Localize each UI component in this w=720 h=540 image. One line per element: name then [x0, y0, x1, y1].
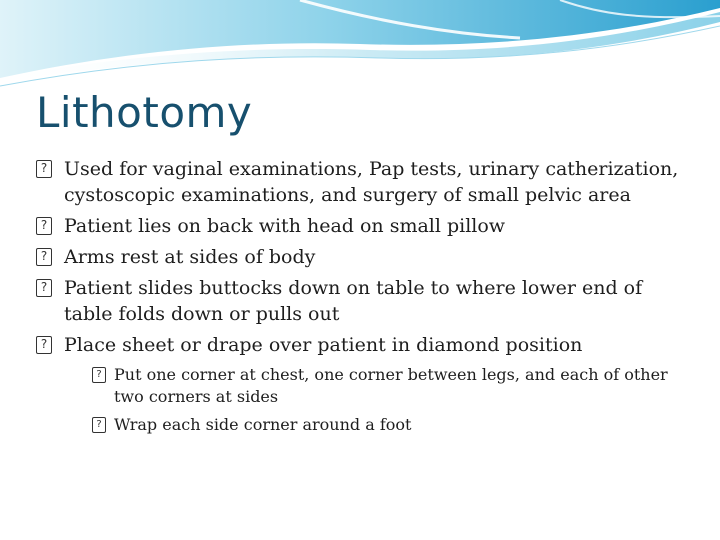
bullet-text: Patient lies on back with head on small pillow — [64, 215, 506, 237]
sub-bullet-item — [92, 364, 696, 408]
slide-title: Lithotomy — [36, 88, 253, 137]
missing-glyph-bullet-icon: ? — [36, 336, 52, 354]
sub-bullet-text: Wrap each side corner around a foot — [114, 415, 412, 434]
bullet-list — [36, 156, 696, 442]
header-wave-decoration — [0, 0, 720, 90]
missing-glyph-bullet-icon: ? — [36, 279, 52, 297]
bullet-text: Place sheet or drape over patient in diamond position — [64, 334, 583, 356]
sub-bullet-text: Put one corner at chest, one corner between legs, and each of other two corners at sides — [114, 365, 668, 406]
bullet-item — [36, 332, 696, 358]
missing-glyph-bullet-icon: ? — [36, 160, 52, 178]
bullet-item — [36, 156, 696, 208]
missing-glyph-bullet-icon: ? — [36, 217, 52, 235]
bullet-text: Used for vaginal examinations, Pap tests, urinary catherization, cystoscopic examinations, and surgery of small pelvic area — [64, 158, 679, 206]
bullet-text: Arms rest at sides of body — [64, 246, 316, 268]
bullet-item — [36, 275, 696, 327]
bullet-text: Patient slides buttocks down on table to where lower end of table folds down or pulls out — [64, 277, 643, 325]
bullet-item — [36, 213, 696, 239]
missing-glyph-bullet-icon: ? — [92, 367, 106, 383]
sub-bullet-item — [92, 414, 696, 436]
missing-glyph-bullet-icon: ? — [92, 417, 106, 433]
missing-glyph-bullet-icon: ? — [36, 248, 52, 266]
bullet-item — [36, 244, 696, 270]
